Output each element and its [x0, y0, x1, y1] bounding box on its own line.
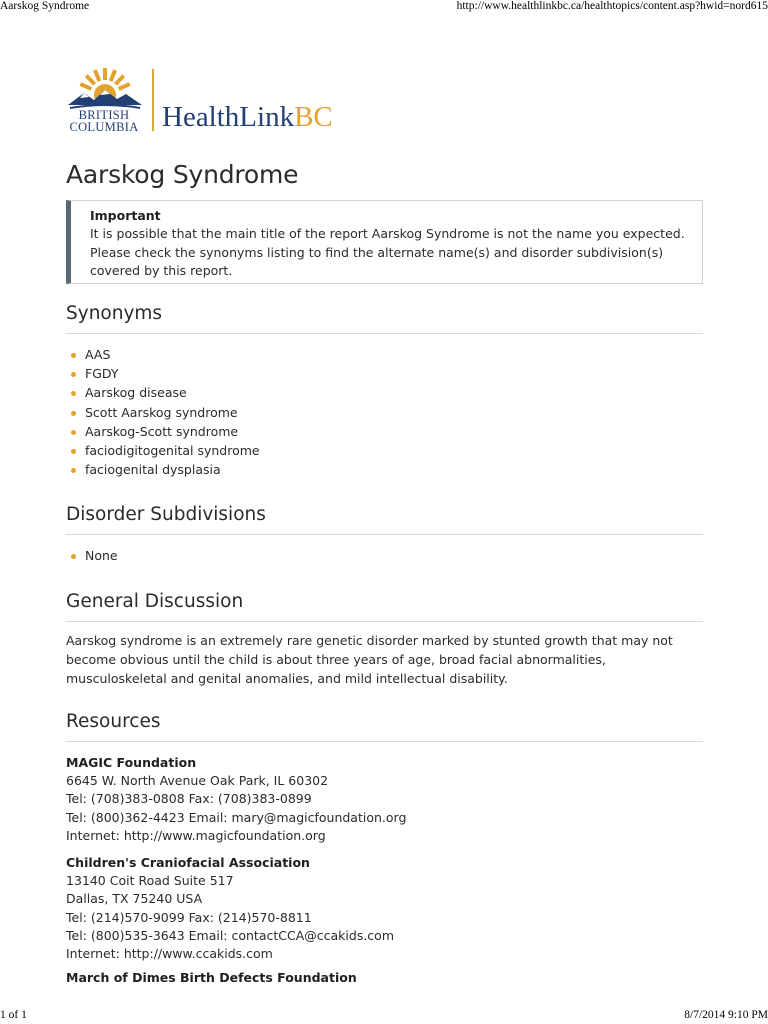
province-wordmark — [64, 109, 144, 133]
notice-title: Important — [90, 208, 161, 223]
resource-website: Internet: http://www.magicfoundation.org — [66, 827, 326, 843]
synonym-text: faciogenital dysplasia — [85, 462, 221, 478]
province-line-2: COLUMBIA — [69, 120, 139, 134]
resource-phone-fax: Tel: (708)383-0808 Fax: (708)383-0899 — [66, 791, 312, 807]
bullet-icon — [71, 430, 76, 435]
synonym-text: FGDY — [85, 366, 119, 382]
cutoff-text: March of Dimes Birth Defects Foundation — [66, 972, 357, 983]
brand-accent: BC — [294, 101, 333, 133]
synonym-text: Aarskog-Scott syndrome — [85, 423, 239, 439]
healthlinkbc-wordmark — [162, 101, 333, 134]
list-item — [66, 441, 260, 460]
bullet-icon — [71, 372, 76, 377]
notice-body: It is possible that the main title of the report Aarskog Syndrome is not the name you expected. Please check the synonyms listing to find the alternate name(s) and disorder subdivision(s) covered by this report. — [90, 226, 685, 278]
print-header — [0, 0, 768, 14]
resource-entry — [66, 854, 394, 963]
resource-address: 13140 Coit Road Suite 517 — [66, 873, 234, 889]
resource-entry — [66, 754, 406, 845]
list-item — [66, 364, 260, 383]
print-footer-datetime: 8/7/2014 9:10 PM — [684, 1009, 768, 1021]
list-item — [66, 460, 260, 479]
bullet-icon — [71, 353, 76, 358]
synonym-text: Aarskog disease — [85, 385, 187, 401]
resource-address: 6645 W. North Avenue Oak Park, IL 60302 — [66, 773, 329, 789]
resource-name: Children's Craniofacial Association — [66, 855, 310, 870]
print-footer-page: 1 of 1 — [0, 1009, 27, 1021]
subdivision-text: None — [85, 548, 118, 563]
print-header-title: Aarskog Syndrome — [0, 0, 90, 12]
bullet-icon — [71, 554, 76, 559]
synonym-text: Scott Aarskog syndrome — [85, 404, 238, 420]
resources-heading: Resources — [66, 711, 703, 742]
brand-main: HealthLink — [162, 101, 295, 133]
subdivisions-list — [66, 546, 118, 565]
list-item — [66, 546, 118, 565]
bullet-icon — [71, 468, 76, 473]
resource-phone-email: Tel: (800)535-3643 Email: contactCCA@ccakids.com — [66, 927, 395, 943]
resource-city: Dallas, TX 75240 USA — [66, 891, 203, 907]
general-discussion-heading: General Discussion — [66, 591, 703, 622]
resource-name: MAGIC Foundation — [66, 755, 197, 770]
list-item — [66, 422, 260, 441]
resource-name-cutoff — [66, 972, 357, 983]
bullet-icon — [71, 411, 76, 416]
print-footer — [0, 1009, 768, 1023]
important-notice — [66, 200, 703, 284]
resource-phone-email: Tel: (800)362-4423 Email: mary@magicfoundation.org — [66, 809, 407, 825]
general-discussion-text: Aarskog syndrome is an extremely rare genetic disorder marked by stunted growth that may not become obvious until the child is about three years of age, broad facial abnormalities, musculoskeletal and genital anomalies, and mild intellectual disability. — [66, 633, 673, 686]
page-title: Aarskog Syndrome — [66, 160, 299, 189]
resource-website: Internet: http://www.ccakids.com — [66, 946, 273, 962]
synonym-text: faciodigitogenital syndrome — [85, 442, 260, 458]
list-item — [66, 403, 260, 422]
logo-divider — [152, 69, 154, 131]
print-header-url: http://www.healthlinkbc.ca/healthtopics/content.asp?hwid=nord615 — [456, 0, 768, 12]
healthlinkbc-logo[interactable] — [52, 55, 364, 147]
list-item — [66, 383, 260, 402]
list-item — [66, 345, 260, 364]
synonyms-list — [66, 345, 260, 479]
bullet-icon — [71, 449, 76, 454]
synonym-text: AAS — [85, 347, 111, 362]
bullet-icon — [71, 391, 76, 396]
resource-phone-fax: Tel: (214)570-9099 Fax: (214)570-8811 — [66, 909, 312, 925]
synonyms-heading: Synonyms — [66, 303, 703, 334]
province-line-1: BRITISH — [78, 108, 130, 122]
subdivisions-heading: Disorder Subdivisions — [66, 504, 703, 535]
